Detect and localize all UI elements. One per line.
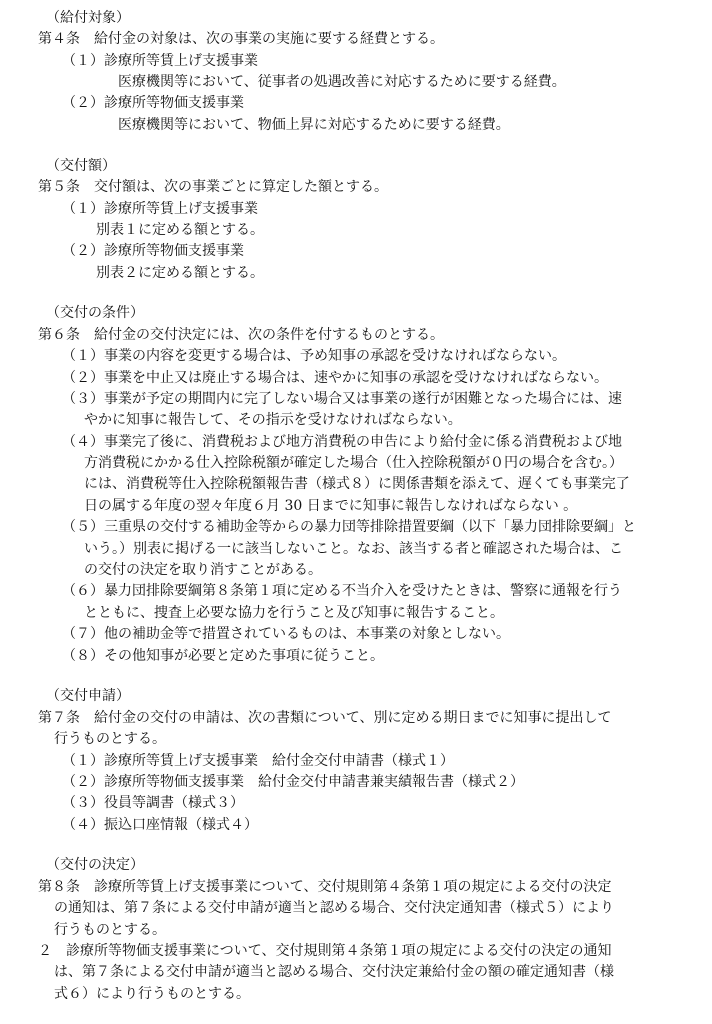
article-4-item-1-body: 医療機関等において、従事者の処遇改善に対応するために要する経費。: [118, 74, 566, 90]
article-5-item-1-body: 別表１に定める額とする。: [96, 222, 264, 238]
article-5-item-2-title: （２）診療所等物価支援事業: [62, 243, 244, 259]
article-7-text-line-2: 行うものとする。: [54, 731, 166, 747]
article-6-item-4-line-2: 方消費税にかかる仕入控除税額が確定した場合（仕入控除税額が０円の場合を含む。）: [84, 455, 623, 471]
article-5-heading: （交付額）: [46, 158, 116, 174]
article-5-item-2-body: 別表２に定める額とする。: [96, 265, 264, 281]
article-6-text: 第６条 給付金の交付決定には、次の条件を付するものとする。: [38, 327, 444, 343]
article-7-item-4: （４）振込口座情報（様式４）: [62, 817, 258, 833]
article-5-item-1-title: （１）診療所等賃上げ支援事業: [62, 201, 258, 217]
article-4-item-1-title: （１）診療所等賃上げ支援事業: [62, 53, 258, 69]
article-6-item-4-line-4: 日の属する年度の翌々年度６月 30 日までに知事に報告しなければならない 。: [84, 498, 578, 514]
article-5-text: 第５条 交付額は、次の事業ごとに算定した額とする。: [38, 179, 388, 195]
article-6-item-6-line-1: （６）暴力団排除要綱第８条第１項に定める不当介入を受けたときは、警察に通報を行う: [62, 583, 622, 599]
article-8-heading: （交付の決定）: [46, 857, 144, 873]
article-6-item-8: （８）その他知事が必要と定めた事項に従うこと。: [62, 648, 384, 664]
article-4-heading: （給付対象）: [46, 10, 130, 26]
article-7-item-1: （１）診療所等賃上げ支援事業 給付金交付申請書（様式１）: [62, 753, 454, 769]
article-4-item-2-body: 医療機関等において、物価上昇に対応するために要する経費。: [118, 117, 510, 133]
article-6-item-5-line-2: いう。）別表に掲げる一に該当しないこと。なお、該当する者と確認された場合は、こ: [84, 541, 623, 557]
article-8-text-line-1: 第８条 診療所等賃上げ支援事業について、交付規則第４条第１項の規定による交付の決定: [38, 879, 612, 895]
article-8-paragraph-2-line-3: 式６）により行うものとする。: [54, 986, 250, 1002]
article-6-item-4-line-3: には、消費税等仕入控除税額報告書（様式８）に関係書類を添えて、遅くても事業完了: [84, 476, 630, 492]
article-6-item-1: （１）事業の内容を変更する場合は、予め知事の承認を受けなければならない。: [62, 348, 566, 364]
article-6-item-7: （７）他の補助金等で措置されているものは、本事業の対象としない。: [62, 626, 510, 642]
article-6-item-4-line-1: （４）事業完了後に、消費税および地方消費税の申告により給付金に係る消費税および地: [62, 434, 622, 450]
article-8-text-line-2: の通知は、第７条による交付申請が適当と認める場合、交付決定通知書（様式５）により: [54, 900, 614, 916]
article-6-item-5-line-3: の交付の決定を取り消すことがある。: [84, 562, 322, 578]
article-4-item-2-title: （２）診療所等物価支援事業: [62, 95, 244, 111]
article-7-text-line-1: 第７条 給付金の交付の申請は、次の書類について、別に定める期日までに知事に提出して: [38, 710, 612, 726]
article-6-heading: （交付の条件）: [46, 305, 144, 321]
article-4-text: 第４条 給付金の対象は、次の事業の実施に要する経費とする。: [38, 31, 444, 47]
article-7-heading: （交付申請）: [46, 688, 130, 704]
article-7-item-2: （２）診療所等物価支援事業 給付金交付申請書兼実績報告書（様式２）: [62, 774, 524, 790]
article-6-item-6-line-2: とともに、捜査上必要な協力を行うこと及び知事に報告すること。: [84, 605, 504, 621]
article-6-item-5-line-1: （５）三重県の交付する補助金等からの暴力団等排除措置要綱（以下「暴力団排除要綱」と: [62, 519, 636, 535]
article-6-item-2: （２）事業を中止又は廃止する場合は、速やかに知事の承認を受けなければならない。: [62, 370, 608, 386]
article-8-paragraph-2-line-1: ２ 診療所等物価支援事業について、交付規則第４条第１項の規定による交付の決定の通知: [38, 943, 612, 959]
article-7-item-3: （３）役員等調書（様式３）: [62, 795, 244, 811]
article-6-item-3-line-2: やかに知事に報告して、その指示を受けなければならない。: [84, 412, 462, 428]
article-6-item-3-line-1: （３）事業が予定の期間内に完了しない場合又は事業の遂行が困難となった場合には、速: [62, 391, 622, 407]
article-8-text-line-3: 行うものとする。: [54, 922, 166, 938]
article-8-paragraph-2-line-2: は、第７条による交付申請が適当と認める場合、交付決定兼給付金の額の確定通知書（様: [54, 964, 614, 980]
